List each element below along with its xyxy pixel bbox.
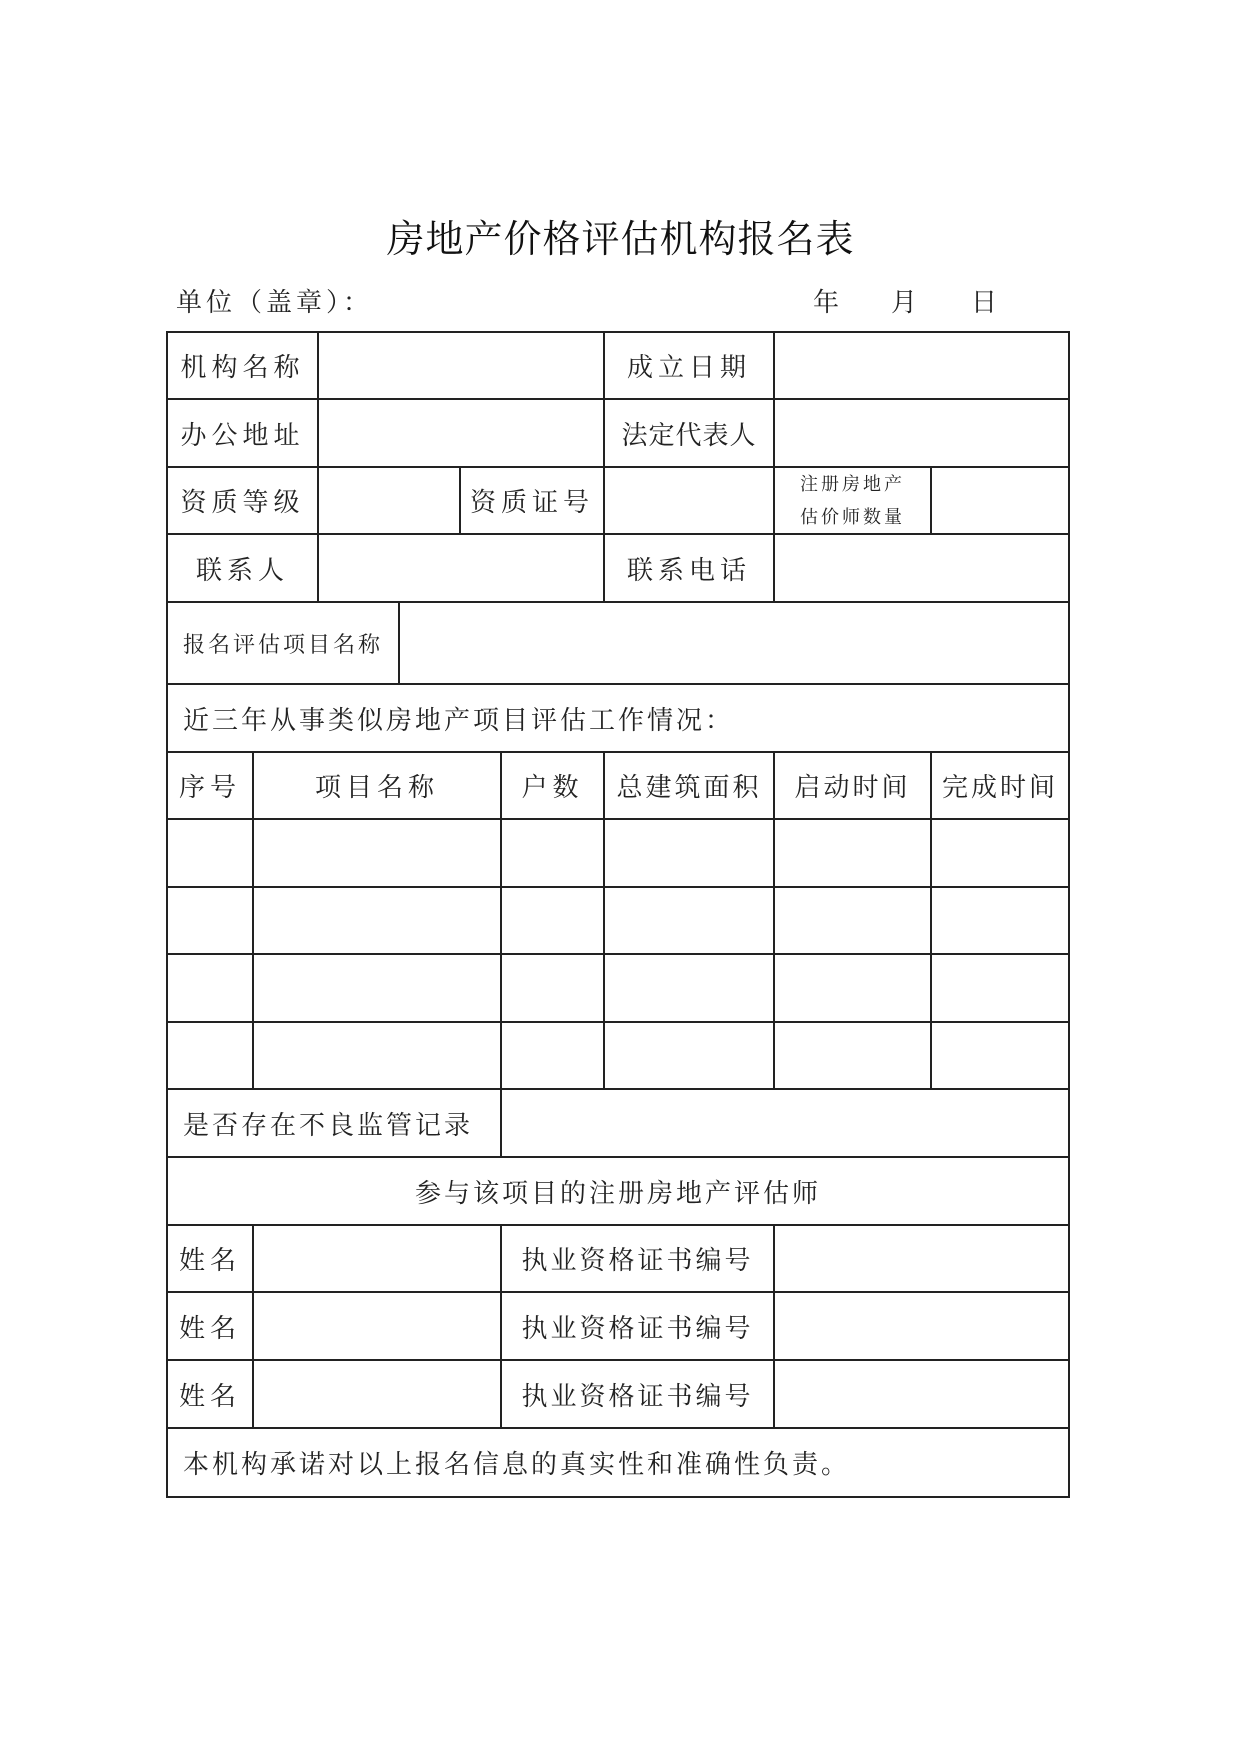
cert-number-field[interactable] xyxy=(775,1361,1068,1427)
cert-number-field[interactable] xyxy=(775,1226,1068,1291)
table-row[interactable] xyxy=(168,955,1068,1021)
col-header-total-area: 总建筑面积 xyxy=(616,773,762,803)
date-month-label: 月 xyxy=(891,288,918,318)
founded-date-label: 成立日期 xyxy=(626,353,751,383)
appraiser-name-field[interactable] xyxy=(254,1361,500,1427)
table-border-bottom xyxy=(166,1496,1070,1498)
registered-appraisers-label-line2: 估价师数量 xyxy=(800,506,905,528)
appraiser-name-field[interactable] xyxy=(254,1293,500,1359)
project-name-field[interactable] xyxy=(400,603,1068,683)
qualification-cert-label: 资质证号 xyxy=(469,488,594,518)
col-header-index: 序号 xyxy=(178,773,241,803)
bad-record-field[interactable] xyxy=(502,1090,1068,1156)
cert-number-field[interactable] xyxy=(775,1293,1068,1359)
contact-phone-label: 联系电话 xyxy=(626,555,751,586)
contact-person-label: 联系人 xyxy=(195,555,289,586)
table-row[interactable] xyxy=(168,820,1068,886)
registered-appraisers-label-line1: 注册房地产 xyxy=(800,473,905,495)
cert-number-label: 执业资格证书编号 xyxy=(521,1381,754,1412)
qualification-level-label: 资质等级 xyxy=(180,488,305,518)
table-border-right xyxy=(1068,331,1070,1498)
bad-record-label: 是否存在不良监管记录 xyxy=(183,1110,474,1141)
legal-rep-label: 法定代表人 xyxy=(621,420,757,451)
office-address-label: 办公地址 xyxy=(180,420,305,451)
table-row[interactable] xyxy=(168,1023,1068,1088)
page-title: 房地产价格评估机构报名表 xyxy=(386,217,855,261)
cert-number-label: 执业资格证书编号 xyxy=(521,1246,754,1276)
legal-rep-field[interactable] xyxy=(775,400,1068,466)
col-header-start-time: 启动时间 xyxy=(794,773,911,803)
appraiser-name-field[interactable] xyxy=(254,1226,500,1291)
date-day-label: 日 xyxy=(971,288,998,318)
contact-person-field[interactable] xyxy=(319,535,603,601)
appraiser-name-label: 姓名 xyxy=(178,1246,241,1276)
registration-form-table xyxy=(166,331,1070,1496)
org-name-field[interactable] xyxy=(319,333,603,398)
appraiser-name-label: 姓名 xyxy=(178,1313,241,1344)
col-header-project-name: 项目名称 xyxy=(314,773,439,803)
commitment-statement: 本机构承诺对以上报名信息的真实性和准确性负责。 xyxy=(183,1450,851,1480)
unit-seal-label: 单位（盖章）： xyxy=(176,288,374,318)
col-header-households: 户数 xyxy=(521,773,584,803)
contact-phone-field[interactable] xyxy=(775,535,1068,601)
founded-date-field[interactable] xyxy=(775,333,1068,398)
project-name-label: 报名评估项目名称 xyxy=(183,632,384,658)
cert-number-label: 执业资格证书编号 xyxy=(521,1313,754,1344)
col-header-end-time: 完成时间 xyxy=(941,773,1058,803)
qualification-cert-field[interactable] xyxy=(605,468,773,533)
appraiser-name-label: 姓名 xyxy=(178,1381,241,1412)
table-row[interactable] xyxy=(168,888,1068,953)
appraisers-section-title: 参与该项目的注册房地产评估师 xyxy=(414,1178,821,1209)
date-year-label: 年 xyxy=(813,288,840,318)
org-name-label: 机构名称 xyxy=(180,353,305,383)
registered-appraisers-label xyxy=(775,468,930,533)
qualification-level-field[interactable] xyxy=(319,468,459,533)
office-address-field[interactable] xyxy=(319,400,603,466)
registered-appraisers-field[interactable] xyxy=(932,468,1068,533)
experience-section-title: 近三年从事类似房地产项目评估工作情况： xyxy=(183,705,735,736)
